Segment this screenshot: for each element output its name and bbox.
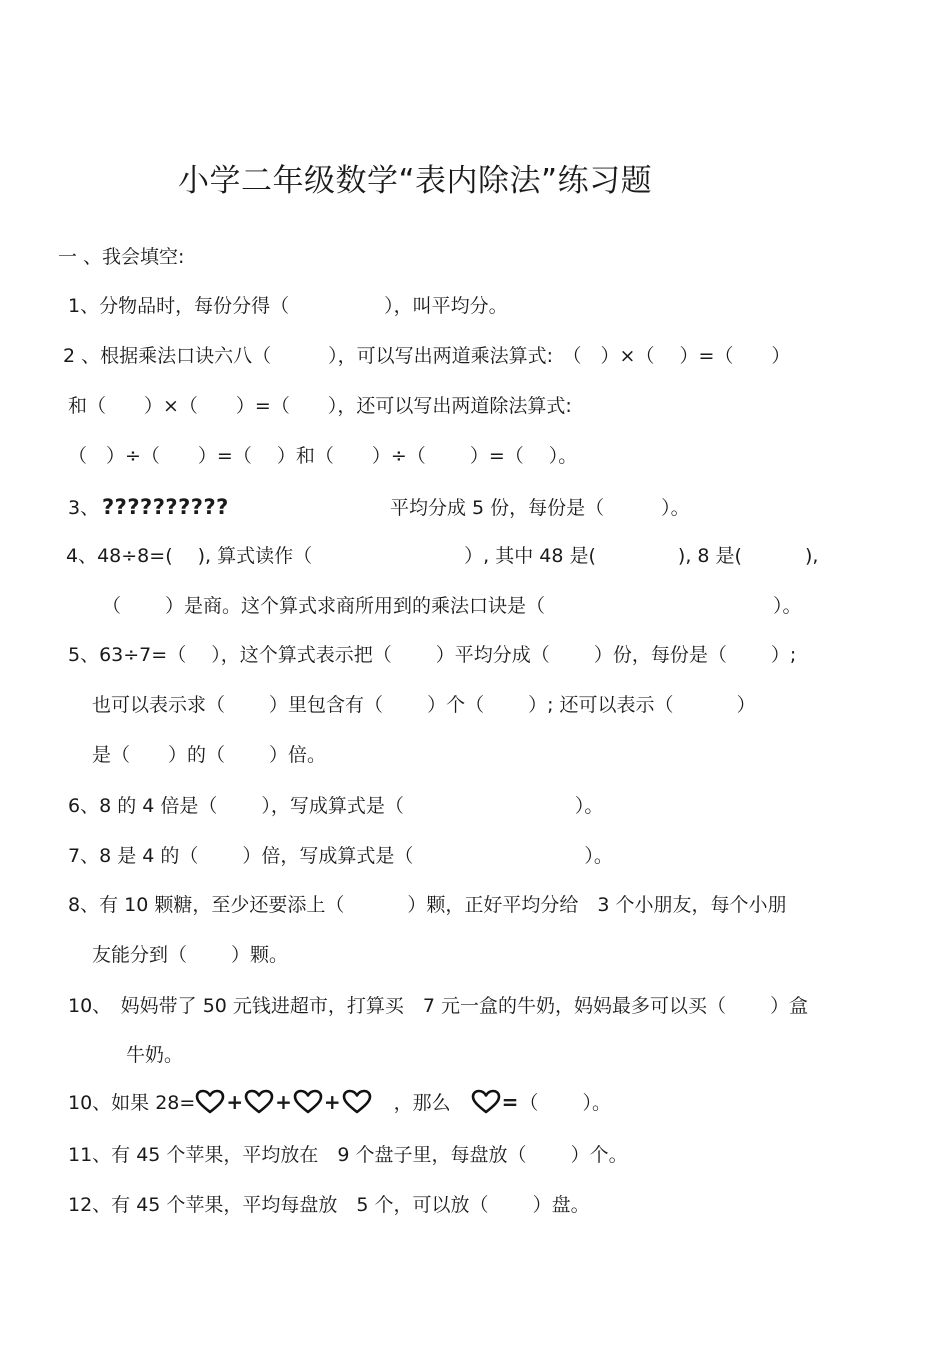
heart-equation-answer: （ ）。: [519, 1092, 611, 1114]
question-10-milk-line-1: 10、 妈妈带了 50 元钱进超市，打算买 7 元一盒的牛奶，妈妈最多可以买（ ）盒: [68, 995, 809, 1017]
question-7: 7、8 是 4 的（ ）倍，写成算式是（ ）。: [68, 845, 613, 867]
question-8-line-2: 友能分到（ ）颗。: [92, 944, 289, 966]
question-5-line-1: 5、63÷7=（ ），这个算式表示把（ ）平均分成（ ）份，每份是（ ）;: [68, 644, 797, 666]
question-2-line-2: 和（ ）×（ ）=（ ），还可以写出两道除法算式:: [68, 395, 572, 417]
question-10-milk-line-2: 牛奶。: [126, 1044, 184, 1066]
heart-icon: [195, 1089, 225, 1115]
question-3-text: 平均分成 5 份，每份是（ ）。: [390, 497, 690, 519]
question-5-line-3: 是（ ）的（ ）倍。: [92, 744, 327, 766]
question-8-line-1: 8、有 10 颗糖，至少还要添上（ ）颗，正好平均分给 3 个小朋友，每个小朋: [68, 894, 787, 916]
heart-equation-prefix: 10、如果 28=: [68, 1092, 196, 1114]
equals-sign: =: [501, 1089, 519, 1114]
question-1: 1、分物品时，每份分得（ ），叫平均分。: [68, 295, 508, 317]
question-4-line-2: （ ）是商。这个算式求商所用到的乘法口诀是（ ）。: [102, 595, 802, 617]
heart-icon: [342, 1089, 372, 1115]
question-11: 11、有 45 个苹果，平均放在 9 个盘子里，每盘放（ ）个。: [68, 1144, 628, 1166]
question-3-prefix: 3、: [68, 497, 100, 519]
question-2-line-3: （ ）÷（ ）=（ ）和（ ）÷（ ）=（ ）。: [68, 445, 578, 467]
heart-icon: [244, 1089, 274, 1115]
heart-icon: [293, 1089, 323, 1115]
question-2-line-1: 2 、根据乘法口诀六八（ ），可以写出两道乘法算式: （ ）×（ ）=（ ）: [63, 345, 791, 367]
question-5-line-2: 也可以表示求（ ）里包含有（ ）个（ ）; 还可以表示（ ）: [92, 694, 756, 716]
plus-sign: +: [323, 1089, 341, 1114]
question-10-hearts: [68, 1088, 611, 1115]
question-12: 12、有 45 个苹果，平均每盘放 5 个，可以放（ ）盘。: [68, 1194, 590, 1216]
question-4-line-1: 4、48÷8=( ), 算式读作（ ）, 其中 48 是( ), 8 是( ),: [66, 545, 819, 567]
section-heading-fill-in: 一 、我会填空:: [58, 246, 185, 268]
plus-sign: +: [226, 1089, 244, 1114]
heart-icon: [471, 1089, 501, 1115]
question-6: 6、8 的 4 倍是（ ），写成算式是（ ）。: [68, 795, 604, 817]
page-title: 小学二年级数学“表内除法”练习题: [178, 163, 653, 199]
question-3-unrendered-text: ??????????: [102, 495, 229, 519]
heart-equation-then: ，那么: [393, 1092, 451, 1114]
plus-sign: +: [275, 1089, 292, 1114]
